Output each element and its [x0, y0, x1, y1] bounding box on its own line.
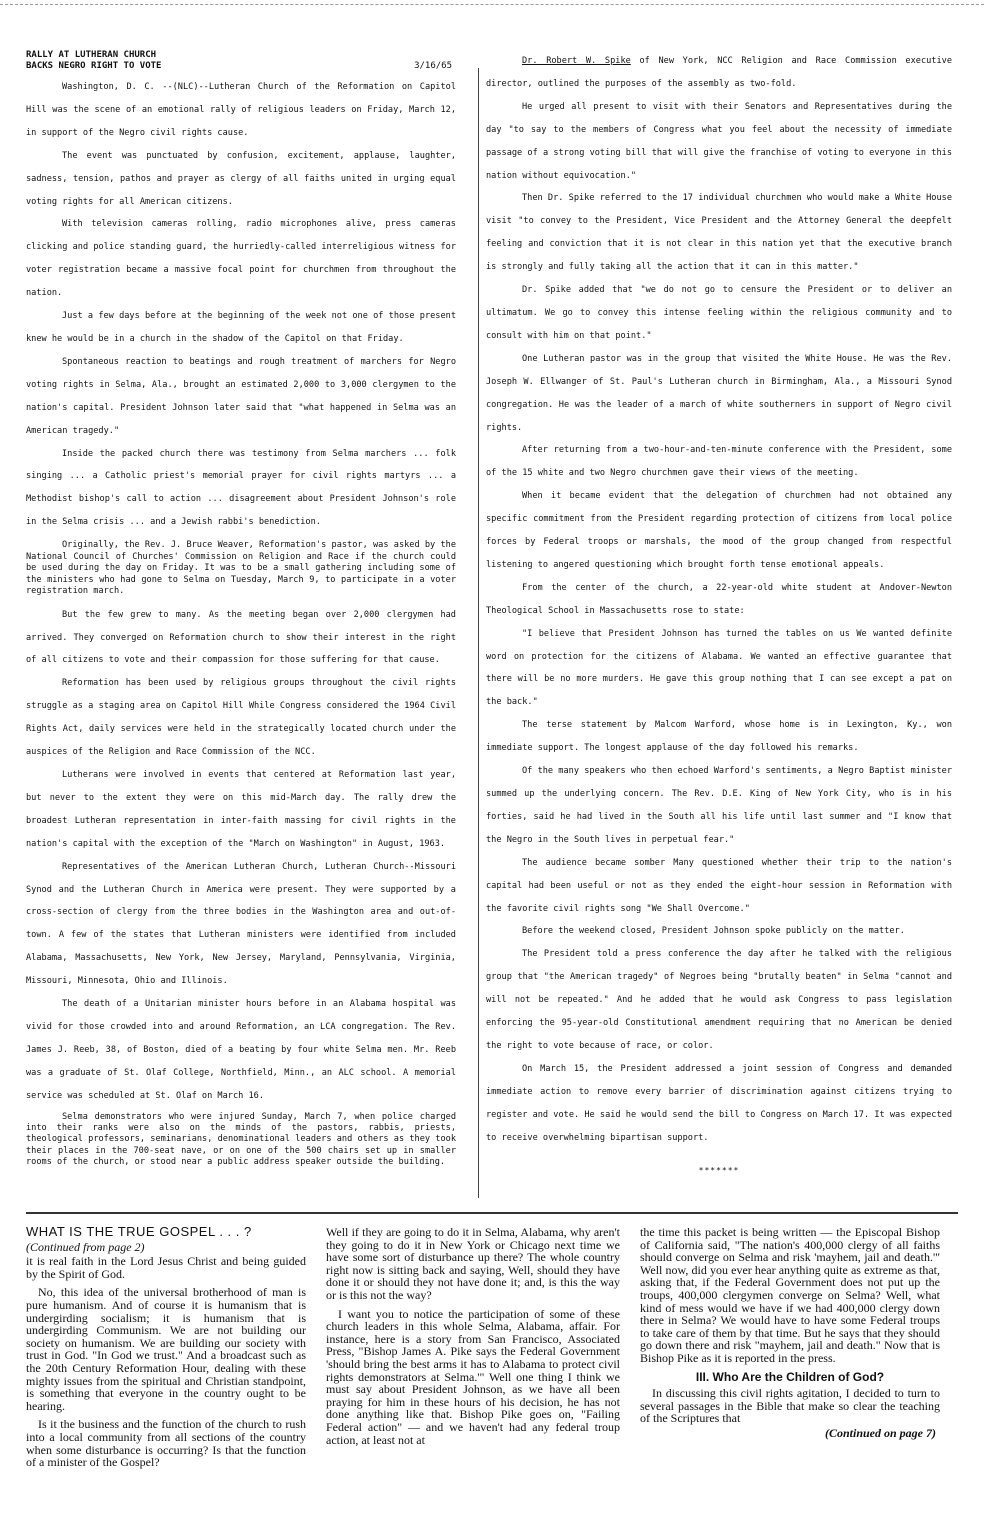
right-paragraph: He urged all present to visit with their Senators and Representatives during the day "to say to the members of Congress what you feel about the necessity of immediate passage of a strong voting bill that will give the franchise of voting to everyone in this nation without equivocation.": [486, 101, 952, 181]
left-paragraph: Lutherans were involved in events that centered at Reformation last year, but never to the extent they were on this mid-March day. The rally drew the broadest Lutheran representation in inter-faith massing for civil rights in the nation's capital with the exception of the "March on Washington" in August, 1963.: [26, 769, 456, 849]
right-lead-text: of New York, NCC Religion and Race Commission executive director, outlined the purposes of the assembly as two-fold.: [486, 56, 952, 89]
column-divider: [478, 68, 479, 1198]
right-paragraph: Then Dr. Spike referred to the 17 individual churchmen who would make a White House visit "to convey to the President, Vice President and the Attorney General the deepfelt feeling and conviction that it is not clear in this nation yet that the executive branch is strongly and fully taking all the action that it can in this matter.": [486, 193, 952, 273]
left-paragraph: Washington, D. C. --(NLC)--Lutheran Church of the Reformation on Capitol Hill was the scene of an emotional rally of religious leaders on Friday, March 12, in support of the Negro civil rights cause.: [26, 82, 456, 138]
right-paragraph: "I believe that President Johnson has turned the tables on us We wanted definite word on protection for the citizens of Alabama. We wanted an effective guarantee that there will be no more murders. He gave this group nothing that I can see except a pat on the back.": [486, 628, 952, 708]
gospel-column-1: [26, 1226, 306, 1475]
gospel-paragraph: the time this packet is being written — the Episcopal Bishop of California said, "The nation's 400,000 clergy of all faiths should converge on Selma and risk 'mayhem, jail and death.'" Well now, did you ever hear anything quite as extreme as that, asking that, if the Federal Government does not put up the troups, 400,000 clergymen converge on Selma? Well, what kind of mess would we have if we had 400,000 clergy down there in Selma? We would have to have some Federal troups to take care of them by that time. But he says that they should go down there and risk "mayhem, jail and death." Now that is Bishop Pike as it is reported in the press.: [640, 1225, 940, 1365]
right-paragraph: The audience became somber Many questioned whether their trip to the nation's capital had been useful or not as they ended the eight-hour session in Reformation with the favorite civil rights song "We Shall Overcome.": [486, 857, 952, 914]
left-paragraph: Selma demonstrators who were injured Sunday, March 7, when police charged into their ranks were also on the minds of the pastors, rabbis, priests, theological professors, seminarians, denominational leaders and others as they took their places in the 700-seat nave, or on one of the 500 chairs set up in smaller rooms of the church, or stood near a public address speaker outside the building.: [26, 1111, 456, 1168]
headline-line-2: BACKS NEGRO RIGHT TO VOTE: [26, 60, 162, 71]
left-paragraph: Representatives of the American Lutheran Church, Lutheran Church--Missouri Synod and the Lutheran Church in America were present. They were supported by a cross-section of clergy from the three bodies in the Washington area and out-of-town. A few of the states that Lutheran ministers were identified from included Alabama, Massachusetts, New York, New Jersey, Maryland, Pennsylvania, Virginia, Missouri, Minnesota, Ohio and Illinois.: [26, 861, 456, 987]
right-lead-paragraph: [486, 50, 952, 96]
article-headline: [26, 50, 456, 71]
section-heading: III. Who Are the Children of God?: [695, 1369, 885, 1384]
gospel-paragraph: Is it the business and the function of the church to rush into a local community from all sections of the country when some disturbance is occurring? Is that the function of a minister of the Gospel?: [26, 1417, 306, 1470]
right-paragraph: One Lutheran pastor was in the group that visited the White House. He was the Rev. Joseph W. Ellwanger of St. Paul's Lutheran church in Birmingham, Ala., a Missouri Synod congregation. He was the leader of a march of white southerners in support of Negro civil rights.: [486, 353, 952, 433]
gospel-paragraph: Well if they are going to do it in Selma, Alabama, why aren't they going to do it in New York or Chicago next time we have some sort of disturbance up there? The whole country right now is sitting back and saying, Well, should they have done it or should they not have done it; and, is this the way or is this not the way?: [326, 1225, 620, 1302]
end-stars: *******: [698, 1165, 740, 1175]
right-paragraph: On March 15, the President addressed a joint session of Congress and demanded immediate action to remove every barrier of discrimination against citizens trying to register and vote. He said he would send the bill to Congress on March 17. It was expected to receive overwhelming bipartisan support.: [486, 1063, 952, 1143]
news-release-article: [26, 50, 952, 1210]
section-separator: [26, 1212, 958, 1214]
right-paragraph: After returning from a two-hour-and-ten-minute conference with the President, some of the 15 white and two Negro churchmen gave their views of the meeting.: [486, 445, 952, 479]
gospel-paragraph: No, this idea of the universal brotherhood of man is pure humanism. And of course it is humanism that is undergirding socialism; it is humanism that is undergirding Communism. We are not building our society on humanism. We are building our society with trust in God. "In God we trust." And a broadcast such as the 20th Century Reformation Hour, dealing with these mighty issues from the spiritual and Christian standpoint, is something that everyone in the country ought to be hearing.: [26, 1285, 306, 1413]
gospel-paragraph: In discussing this civil rights agitation, I decided to turn to several passages in the Bible that make so clear the teaching of the Scriptures that: [640, 1386, 940, 1426]
left-paragraph: Reformation has been used by religious groups throughout the civil rights struggle as a staging area on Capitol Hill While Congress considered the 1964 Civil Rights Act, daily services were held in the strategically located church under the auspices of the Religion and Race Commission of the NCC.: [26, 678, 456, 758]
left-paragraph: Spontaneous reaction to beatings and rough treatment of marchers for Negro voting rights in Selma, Ala., brought an estimated 2,000 to 3,000 clergymen to the nation's capital. President Johnson later said that "what happened in Selma was an American tragedy.": [26, 356, 456, 436]
continued-on: (Continued on page 7): [824, 1425, 936, 1440]
article-right-column: [486, 50, 952, 1182]
article-date: 3/16/65: [414, 60, 452, 71]
left-paragraph: The event was punctuated by confusion, excitement, applause, laughter, sadness, tension, pathos and prayer as clergy of all faiths united in urging equal voting rights for all American citizens.: [26, 150, 456, 207]
right-paragraph: From the center of the church, a 22-year-old white student at Andover-Newton Theological School in Massachusetts rose to state:: [486, 582, 952, 616]
right-paragraph: Dr. Spike added that "we do not go to censure the President or to deliver an ultimatum. We go to convey this intense feeling within the religious community and to consult with him on that point.": [486, 285, 952, 341]
page-top-rule: [0, 4, 984, 5]
left-paragraph: But the few grew to many. As the meeting began over 2,000 clergymen had arrived. They converged on Reformation church to show their interest in the right of all citizens to vote and their compassion for those suffering for that cause.: [26, 609, 456, 666]
headline-text: [26, 50, 161, 71]
spike-name: Dr. Robert W. Spike: [522, 56, 631, 66]
headline-line-1: RALLY AT LUTHERAN CHURCH: [26, 50, 157, 60]
left-paragraph: With television cameras rolling, radio microphones alive, press cameras clicking and police standing guard, the hurriedly-called interreligious witness for voter registration became a massive focal point for churchmen from throughout the nation.: [26, 219, 456, 299]
right-paragraph: When it became evident that the delegation of churchmen had not obtained any specific commitment from the President regarding protection of citizens from local police forces by Federal troops or marshals, the mood of the group changed from respectful listening to angered questioning which brought forth tense emotional appeals.: [486, 491, 952, 570]
article-left-column: [26, 50, 456, 1169]
gospel-paragraph: it is real faith in the Lord Jesus Christ and being guided by the Spirit of God.: [26, 1254, 306, 1281]
gospel-paragraph: I want you to notice the participation of some of these church leaders in this whole Selma, Alabama, affair. For instance, here is a story from San Francisco, Associated Press, "Bishop James A. Pike says the Federal Government 'should bring the best arms it has to Alabama to protect civil rights demonstrators at Selma.'" Well one thing I think we must say about President Johnson, as we have all been praying for him in these hours of his decision, he has not done anything like that. Bishop Pike goes on, "Failing Federal action" — and we haven't had any federal troup action, at least not at: [326, 1306, 620, 1447]
left-paragraph: Inside the packed church there was testimony from Selma marchers ... folk singing ... a Catholic priest's memorial prayer for civil rights martyrs ... a Methodist bishop's call to action ... disagreement about President Johnson's role in the Selma crisis ... and a Jewish rabbi's benediction.: [26, 448, 456, 528]
left-paragraph: Just a few days before at the beginning of the week not one of those present knew he would be in a church in the shadow of the Capitol on that Friday.: [26, 311, 456, 344]
right-paragraph: Of the many speakers who then echoed Warford's sentiments, a Negro Baptist minister summed up the underlying concern. The Rev. D.E. King of New York City, who is in his forties, said he had lived in the South all his life until last summer and "I know that the Negro in the South lives in perpetual fear.": [486, 766, 952, 845]
left-paragraph: The death of a Unitarian minister hours before in an Alabama hospital was vivid for those crowded into and around Reformation, an LCA congregation. The Rev. James J. Reeb, 38, of Boston, died of a beating by four white Selma men. Mr. Reeb was a graduate of St. Olaf College, Northfield, Minn., an ALC school. A memorial service was scheduled at St. Olaf on March 16.: [26, 999, 456, 1101]
right-paragraph: The terse statement by Malcom Warford, whose home is in Lexington, Ky., won immediate support. The longest applause of the day followed his remarks.: [486, 720, 952, 754]
left-paragraph: Originally, the Rev. J. Bruce Weaver, Reformation's pastor, was asked by the National Council of Churches' Commission on Religion and Race if the church could be used during the day on Friday. It was to be a small gathering including some of the ministers who had gone to Selma on Tuesday, March 9, to participate in a voter registration march.: [26, 540, 456, 597]
right-paragraph: Before the weekend closed, President Johnson spoke publicly on the matter.: [522, 926, 905, 937]
continued-from: (Continued from page 2): [26, 1239, 145, 1254]
gospel-title: WHAT IS THE TRUE GOSPEL . . . ?: [26, 1224, 252, 1239]
right-paragraph: The President told a press conference the day after he talked with the religious group that "the American tragedy" of Negroes being "brutally beaten" in Selma "cannot and will not be repeated." And he added that he would ask Congress to pass legislation enforcing the 95-year-old Constitutional amendment requiring that no American be denied the right to vote because of race, or color.: [486, 949, 952, 1051]
gospel-column-2: [326, 1226, 620, 1452]
gospel-column-3: [640, 1226, 940, 1440]
gospel-column-section: [26, 1226, 956, 1526]
